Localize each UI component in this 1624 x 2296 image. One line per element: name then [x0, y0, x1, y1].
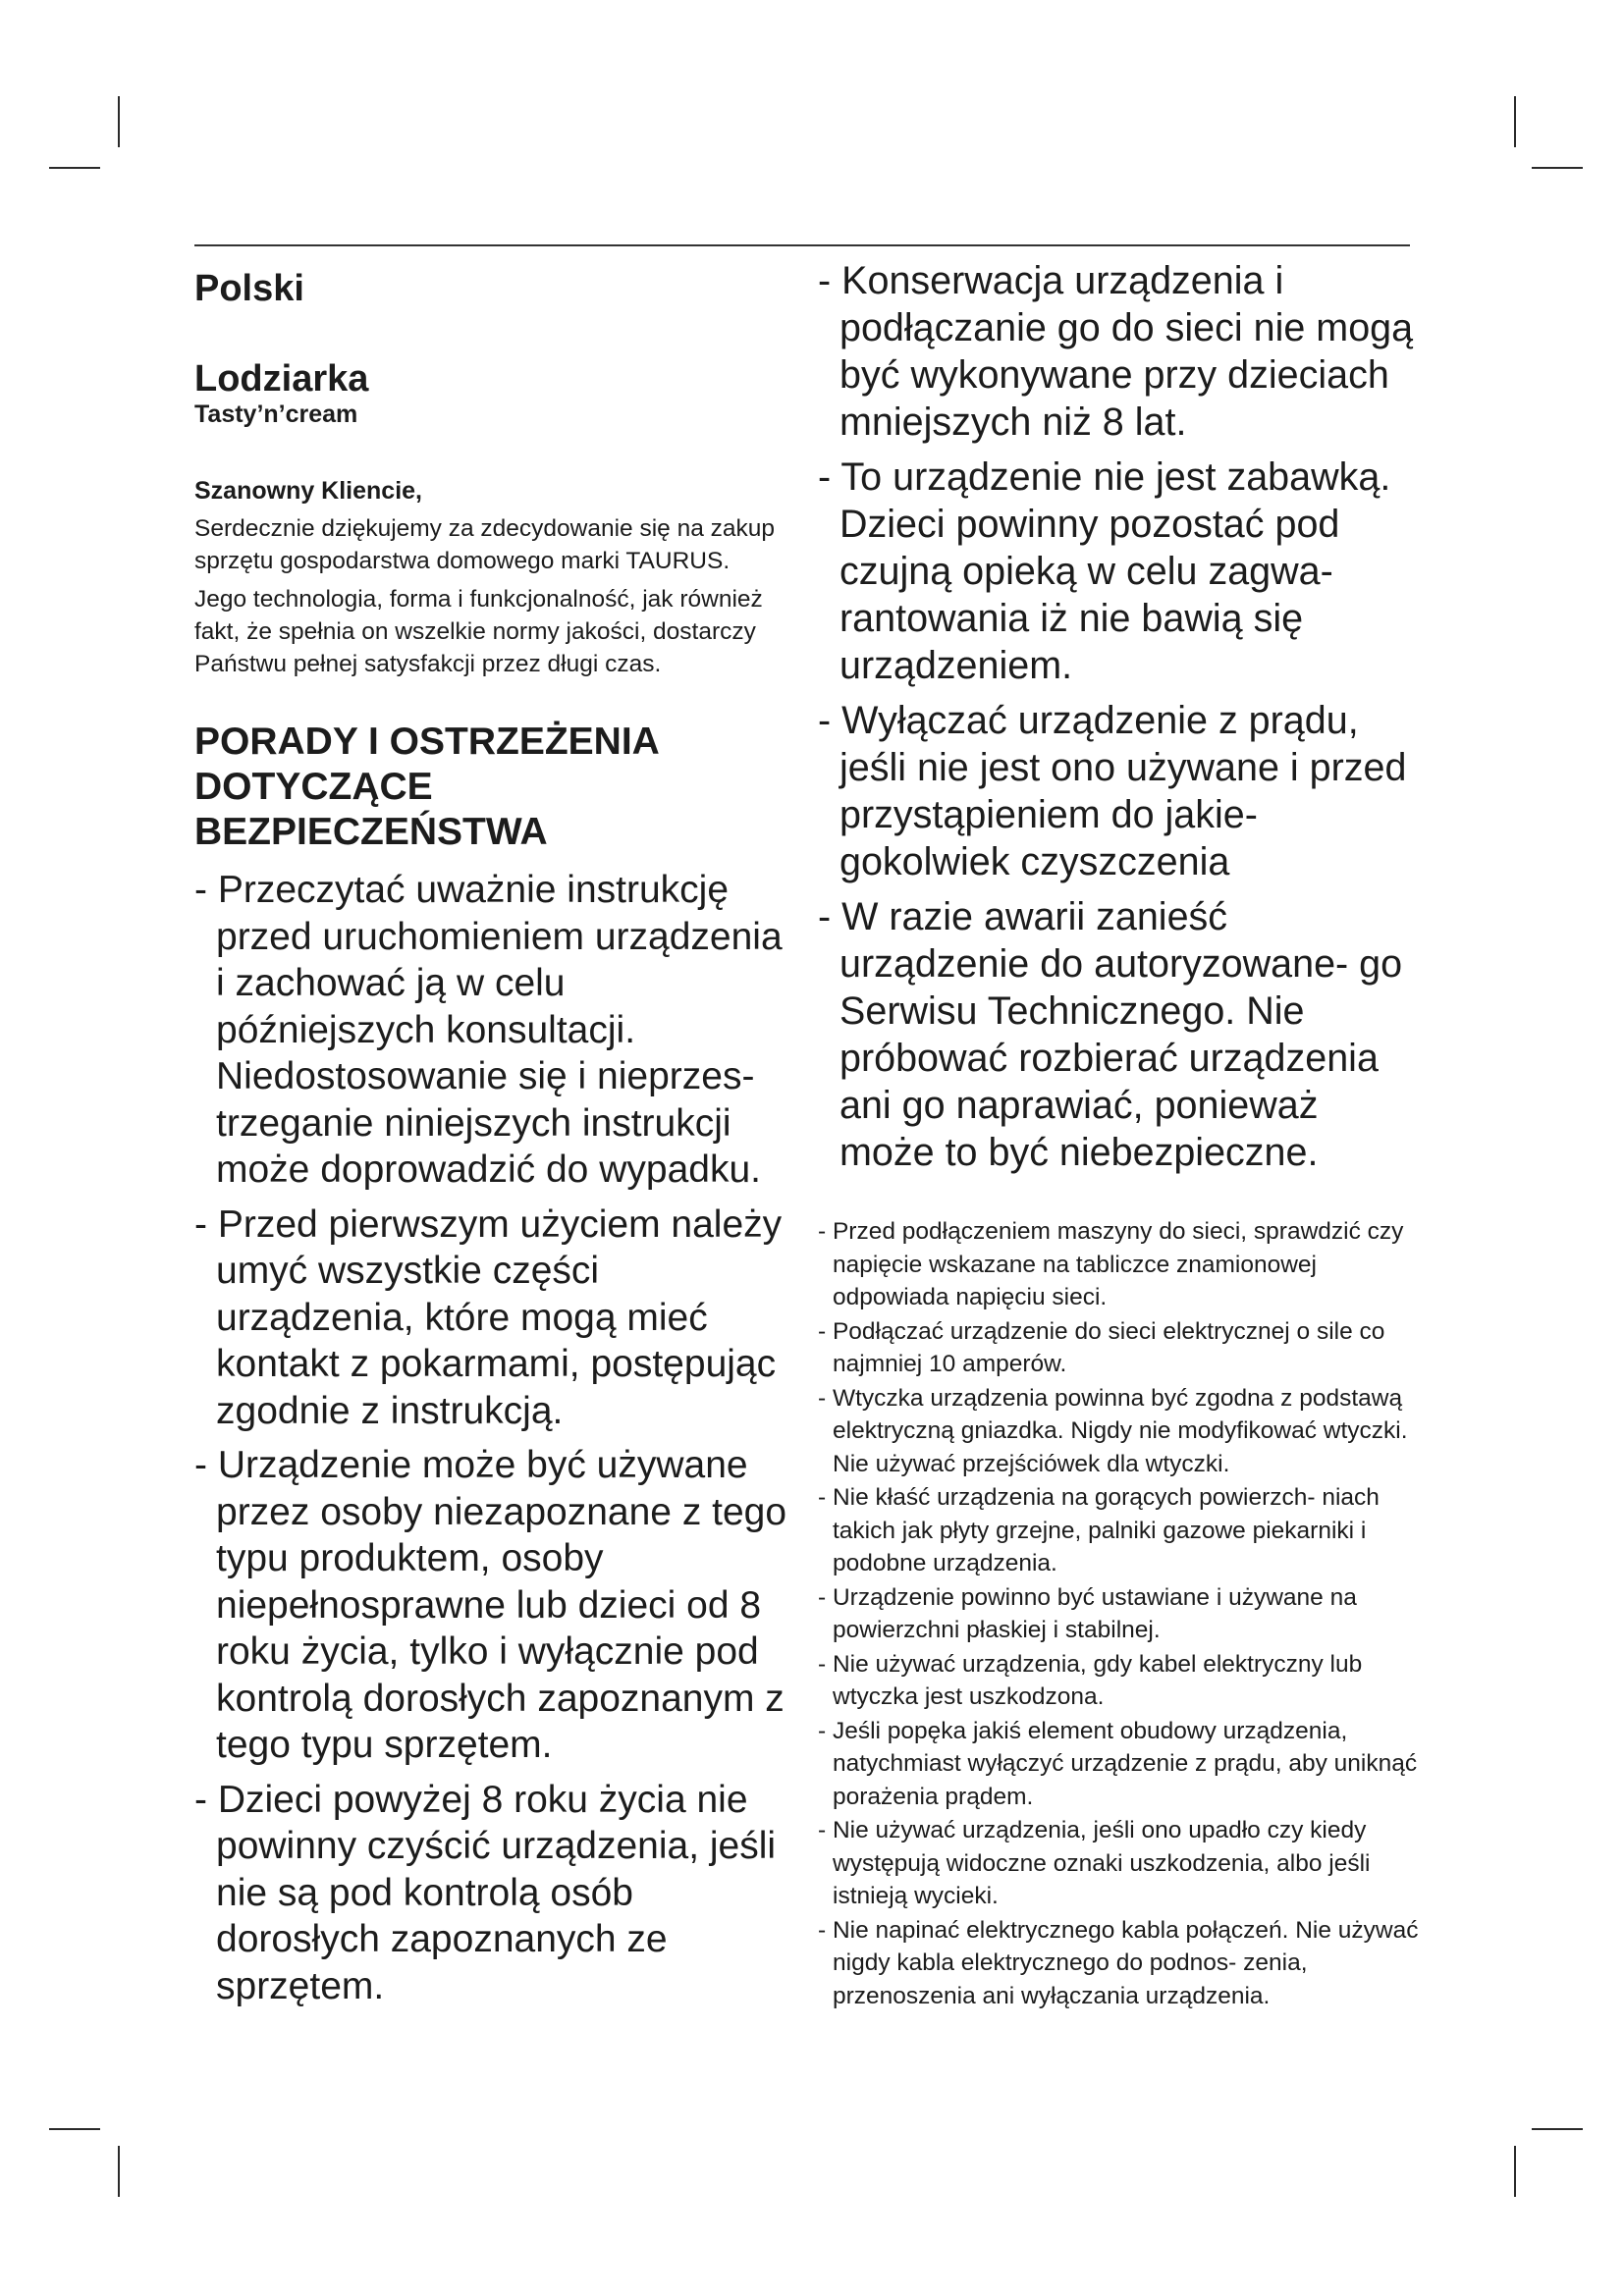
small-warning-item: - Jeśli popęka jakiś element obudowy urządzenia, natychmiast wyłączyć urządzenie z prądu, aby uniknąć porażenia prądem.: [818, 1717, 1418, 1810]
crop-mark-top-left-vertical: [118, 96, 120, 147]
small-warnings-list: [818, 1215, 1422, 2012]
small-warning-item: - Nie używać urządzenia, jeśli ono upadło czy kiedy występują widoczne oznaki uszkodzenia, albo jeśli istnieją wycieki.: [818, 1817, 1371, 1909]
warning-item: - W razie awarii zanieść urządzenie do autoryzowane- go Serwisu Technicznego. Nie próbować rozbierać urządzenia ani go naprawiać, ponieważ może to być niebezpieczne.: [818, 895, 1403, 1174]
header-rule: [194, 244, 1410, 246]
safety-heading: PORADY I OSTRZEŻENIA DOTYCZĄCE BEZPIECZEŃSTWA: [194, 721, 659, 854]
warning-item: - To urządzenie nie jest zabawką. Dzieci powinny pozostać pod czujną opieką w celu zagwa- rantowania iż nie bawią się urządzeniem.: [818, 455, 1391, 687]
crop-mark-top-right-vertical: [1514, 96, 1516, 147]
small-warning-item: - Nie używać urządzenia, gdy kabel elektryczny lub wtyczka jest uszkodzona.: [818, 1650, 1363, 1710]
left-column: [194, 257, 793, 2017]
right-column: [818, 257, 1422, 2013]
warning-item: - Urządzenie może być używane przez osoby niezapoznane z tego typu produktem, osoby niepełnosprawne lub dzieci od 8 roku życia, tylko i wyłącznie pod kontrolą dorosłych zapoznanym z tego typu sprzętem.: [194, 1444, 787, 1767]
product-name: Lodziarka: [194, 357, 369, 400]
warning-item: - Przed pierwszym użyciem należy umyć wszystkie części urządzenia, które mogą mieć kontakt z pokarmami, postępując zgodnie z instrukcją.: [194, 1202, 783, 1432]
left-warnings-list: [194, 867, 793, 2009]
small-warning-item: - Wtyczka urządzenia powinna być zgodna z podstawą elektryczną gniazdka. Nigdy nie modyfikować wtyczki. Nie używać przejściówek dla wtyczki.: [818, 1384, 1408, 1477]
small-warning-item: - Urządzenie powinno być ustawiane i używane na powierzchni płaskiej i stabilnej.: [818, 1583, 1357, 1643]
small-warning-item: - Nie kłaść urządzenia na gorących powierzch- niach takich jak płyty grzejne, palniki gazowe piekarniki i podobne urządzenia.: [818, 1484, 1380, 1576]
small-warning-item: - Przed podłączeniem maszyny do sieci, sprawdzić czy napięcie wskazane na tabliczce znamionowej odpowiada napięciu sieci.: [818, 1218, 1404, 1310]
crop-mark-bottom-right-horizontal: [1532, 2128, 1583, 2130]
small-warning-item: - Podłączać urządzenie do sieci elektrycznej o sile co najmniej 10 amperów.: [818, 1317, 1385, 1377]
warning-item: - Dzieci powyżej 8 roku życia nie powinny czyścić urządzenia, jeśli nie są pod kontrolą osób dorosłych zapoznanych ze sprzętem.: [194, 1778, 777, 2007]
product-model: Tasty’n’cream: [194, 400, 358, 429]
warning-item: - Konserwacja urządzenia i podłączanie go do sieci nie mogą być wykonywane przy dzieciach mniejszych niż 8 lat.: [818, 259, 1414, 444]
crop-mark-bottom-left-vertical: [118, 2146, 120, 2197]
small-warning-item: - Nie napinać elektrycznego kabla połączeń. Nie używać nigdy kabla elektrycznego do podnos- zenia, przenoszenia ani wyłączania urządzenia.: [818, 1916, 1419, 2009]
warning-item: - Przeczytać uważnie instrukcję przed uruchomieniem urządzenia i zachować ją w celu późniejszych konsultacji. Niedostosowanie się i nieprzes- trzeganie niniejszych instrukcji może doprowadzić do wypadku.: [194, 869, 783, 1192]
right-warnings-list: [818, 257, 1422, 1176]
greeting: Szanowny Kliencie,: [194, 476, 423, 505]
language-title: Polski: [194, 268, 304, 309]
intro-paragraph: Jego technologia, forma i funkcjonalność, jak również fakt, że spełnia on wszelkie normy jakości, dostarczy Państwu pełnej satysfakcji przez długi czas.: [194, 586, 763, 678]
crop-mark-top-right-horizontal: [1532, 167, 1583, 169]
intro-paragraph: Serdecznie dziękujemy za zdecydowanie się na zakup sprzętu gospodarstwa domowego marki TAURUS.: [194, 515, 776, 575]
crop-mark-top-left-horizontal: [49, 167, 100, 169]
crop-mark-bottom-right-vertical: [1514, 2146, 1516, 2197]
warning-item: - Wyłączać urządzenie z prądu, jeśli nie jest ono używane i przed przystąpieniem do jakie- gokolwiek czyszczenia: [818, 699, 1407, 883]
crop-mark-bottom-left-horizontal: [49, 2128, 100, 2130]
